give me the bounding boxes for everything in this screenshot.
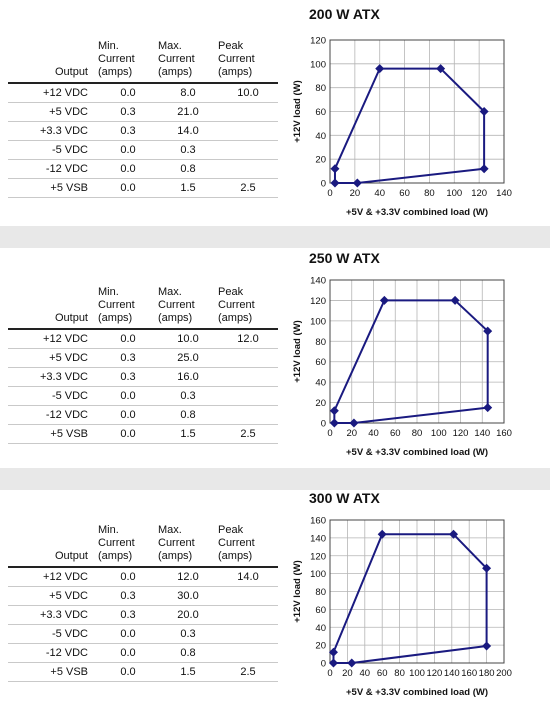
table-row [8,368,278,387]
peak-cell [218,122,278,141]
max-cell: 0.8 [158,160,218,179]
data-point-marker [330,419,339,428]
table-row [8,387,278,406]
max-cell: 1.5 [158,179,218,198]
table-row [8,349,278,368]
peak-cell [218,644,278,663]
max-cell: 30.0 [158,587,218,606]
x-tick-label: 120 [426,668,443,679]
y-tick-label: 0 [320,658,326,670]
data-point-marker [330,179,339,188]
envelope-line [333,534,486,663]
y-tick-label: 80 [315,83,326,95]
max-cell: 10.0 [158,329,218,349]
data-point-marker [480,164,489,173]
peak-cell: 2.5 [218,663,278,682]
table-row [8,625,278,644]
chart-title: 250 W ATX [309,250,380,266]
max-cell: 0.8 [158,406,218,425]
x-tick-label: 120 [471,188,488,199]
envelope-line [335,69,484,183]
table-row [8,329,278,349]
peak-cell: 2.5 [218,425,278,444]
col-header-min: Min. Current (amps) [98,524,158,567]
y-tick-label: 0 [320,178,326,190]
chart-title: 300 W ATX [309,490,380,506]
table-row [8,606,278,625]
min-cell: 0.3 [98,103,158,122]
data-point-marker [330,164,339,173]
x-tick-label: 40 [374,188,386,199]
data-point-marker [378,530,387,539]
x-tick-label: 60 [399,188,410,199]
output-cell: -5 VDC [8,387,98,406]
output-cell: +3.3 VDC [8,368,98,387]
output-cell: -5 VDC [8,141,98,160]
peak-cell [218,587,278,606]
x-tick-label: 140 [443,668,460,679]
min-cell: 0.3 [98,606,158,625]
y-tick-label: 120 [310,551,326,563]
table-row [8,103,278,122]
y-tick-label: 80 [315,336,326,348]
x-tick-label: 180 [478,668,495,679]
x-tick-label: 160 [496,428,512,439]
col-header-min: Min. Current (amps) [98,286,158,329]
x-tick-label: 120 [452,428,469,439]
y-tick-label: 60 [315,357,326,369]
x-tick-label: 60 [389,428,401,439]
peak-cell [218,141,278,160]
x-tick-label: 40 [359,668,371,679]
y-tick-label: 40 [315,377,326,389]
table-row [8,179,278,198]
y-tick-label: 120 [310,295,326,307]
table-row [8,663,278,682]
data-point-marker [375,64,384,73]
y-tick-label: 20 [315,398,326,410]
max-cell: 1.5 [158,425,218,444]
x-axis-label: +5V & +3.3V combined load (W) [345,687,489,698]
output-cell: +3.3 VDC [8,606,98,625]
data-point-marker [347,659,356,668]
x-tick-label: 140 [474,428,491,439]
data-point-marker [483,403,492,412]
spec-table [8,524,278,682]
x-tick-label: 100 [430,428,447,439]
col-header-peak: Peak Current (amps) [218,40,278,83]
min-cell: 0.0 [98,644,158,663]
x-tick-label: 60 [376,668,388,679]
output-cell: -5 VDC [8,625,98,644]
y-tick-label: 80 [315,587,326,598]
col-header-peak: Peak Current (amps) [218,286,278,329]
col-header-output: Output [8,40,98,83]
col-header-peak: Peak Current (amps) [218,524,278,567]
min-cell: 0.0 [98,179,158,198]
col-header-output: Output [8,524,98,567]
y-axis-label: +12V load (W) [292,80,303,143]
y-tick-label: 100 [310,59,326,71]
spec-table [8,286,278,444]
min-cell: 0.0 [98,425,158,444]
output-cell: +12 VDC [8,329,98,349]
x-tick-label: 0 [327,668,333,679]
peak-cell: 12.0 [218,329,278,349]
col-header-max: Max. Current (amps) [158,524,218,567]
max-cell: 0.3 [158,625,218,644]
y-tick-label: 0 [320,418,326,430]
y-tick-label: 160 [310,515,326,527]
peak-cell: 14.0 [218,567,278,587]
max-cell: 20.0 [158,606,218,625]
section-divider [0,468,550,490]
min-cell: 0.0 [98,83,158,103]
table-row [8,567,278,587]
output-cell: +5 VSB [8,663,98,682]
output-cell: +3.3 VDC [8,122,98,141]
table-row [8,425,278,444]
y-tick-label: 120 [310,35,326,47]
max-cell: 0.3 [158,387,218,406]
x-tick-label: 20 [342,668,353,679]
peak-cell: 2.5 [218,179,278,198]
max-cell: 0.3 [158,141,218,160]
output-cell: +12 VDC [8,567,98,587]
peak-cell [218,103,278,122]
x-tick-label: 140 [496,188,512,199]
min-cell: 0.3 [98,368,158,387]
x-tick-label: 80 [424,188,435,199]
output-cell: +5 VDC [8,587,98,606]
x-tick-label: 20 [349,188,361,199]
max-cell: 25.0 [158,349,218,368]
x-tick-label: 80 [411,428,423,439]
x-tick-label: 200 [496,668,512,679]
x-axis-label: +5V & +3.3V combined load (W) [345,207,489,218]
peak-cell [218,368,278,387]
peak-cell [218,160,278,179]
min-cell: 0.3 [98,122,158,141]
output-cell: +5 VSB [8,179,98,198]
max-cell: 12.0 [158,567,218,587]
table-row [8,587,278,606]
peak-cell [218,387,278,406]
output-cell: +5 VDC [8,103,98,122]
min-cell: 0.0 [98,141,158,160]
max-cell: 21.0 [158,103,218,122]
data-point-marker [380,296,389,305]
min-cell: 0.0 [98,567,158,587]
y-axis-label: +12V load (W) [292,320,303,383]
output-cell: +12 VDC [8,83,98,103]
output-cell: -12 VDC [8,160,98,179]
x-axis-label: +5V & +3.3V combined load (W) [345,447,489,458]
min-cell: 0.0 [98,406,158,425]
x-tick-label: 100 [446,188,463,199]
spec-table [8,40,278,198]
x-tick-label: 0 [327,188,333,199]
peak-cell [218,349,278,368]
output-cell: +5 VDC [8,349,98,368]
output-cell: +5 VSB [8,425,98,444]
max-cell: 14.0 [158,122,218,141]
col-header-min: Min. Current (amps) [98,40,158,83]
y-tick-label: 60 [315,107,326,118]
output-cell: -12 VDC [8,406,98,425]
y-tick-label: 100 [310,569,326,581]
col-header-output: Output [8,286,98,329]
y-tick-label: 140 [310,533,326,545]
x-tick-label: 20 [346,428,358,439]
y-tick-label: 60 [315,604,326,616]
y-tick-label: 40 [315,622,326,634]
max-cell: 0.8 [158,644,218,663]
x-tick-label: 100 [409,668,425,679]
col-header-max: Max. Current (amps) [158,40,218,83]
max-cell: 8.0 [158,83,218,103]
data-point-marker [482,642,491,651]
min-cell: 0.0 [98,160,158,179]
peak-cell [218,406,278,425]
data-point-marker [349,419,358,428]
x-tick-label: 0 [327,428,333,439]
output-cell: -12 VDC [8,644,98,663]
min-cell: 0.3 [98,587,158,606]
peak-cell [218,606,278,625]
y-tick-label: 100 [310,316,326,328]
chart-title: 200 W ATX [309,6,380,22]
y-tick-label: 20 [315,154,326,166]
x-tick-label: 160 [461,668,478,679]
table-row [8,644,278,663]
y-tick-label: 140 [310,275,326,287]
x-tick-label: 40 [368,428,379,439]
load-chart [290,270,550,470]
load-chart [290,510,550,710]
load-chart [290,30,550,230]
min-cell: 0.0 [98,625,158,644]
table-row [8,122,278,141]
min-cell: 0.3 [98,349,158,368]
table-row [8,160,278,179]
min-cell: 0.0 [98,663,158,682]
table-row [8,83,278,103]
data-point-marker [330,406,339,415]
min-cell: 0.0 [98,387,158,406]
max-cell: 1.5 [158,663,218,682]
peak-cell [218,625,278,644]
min-cell: 0.0 [98,329,158,349]
y-axis-label: +12V load (W) [292,560,303,623]
data-point-marker [353,179,362,188]
table-row [8,141,278,160]
table-row [8,406,278,425]
col-header-max: Max. Current (amps) [158,286,218,329]
max-cell: 16.0 [158,368,218,387]
peak-cell: 10.0 [218,83,278,103]
y-tick-label: 20 [315,640,326,652]
y-tick-label: 40 [315,130,326,142]
x-tick-label: 80 [394,668,405,679]
